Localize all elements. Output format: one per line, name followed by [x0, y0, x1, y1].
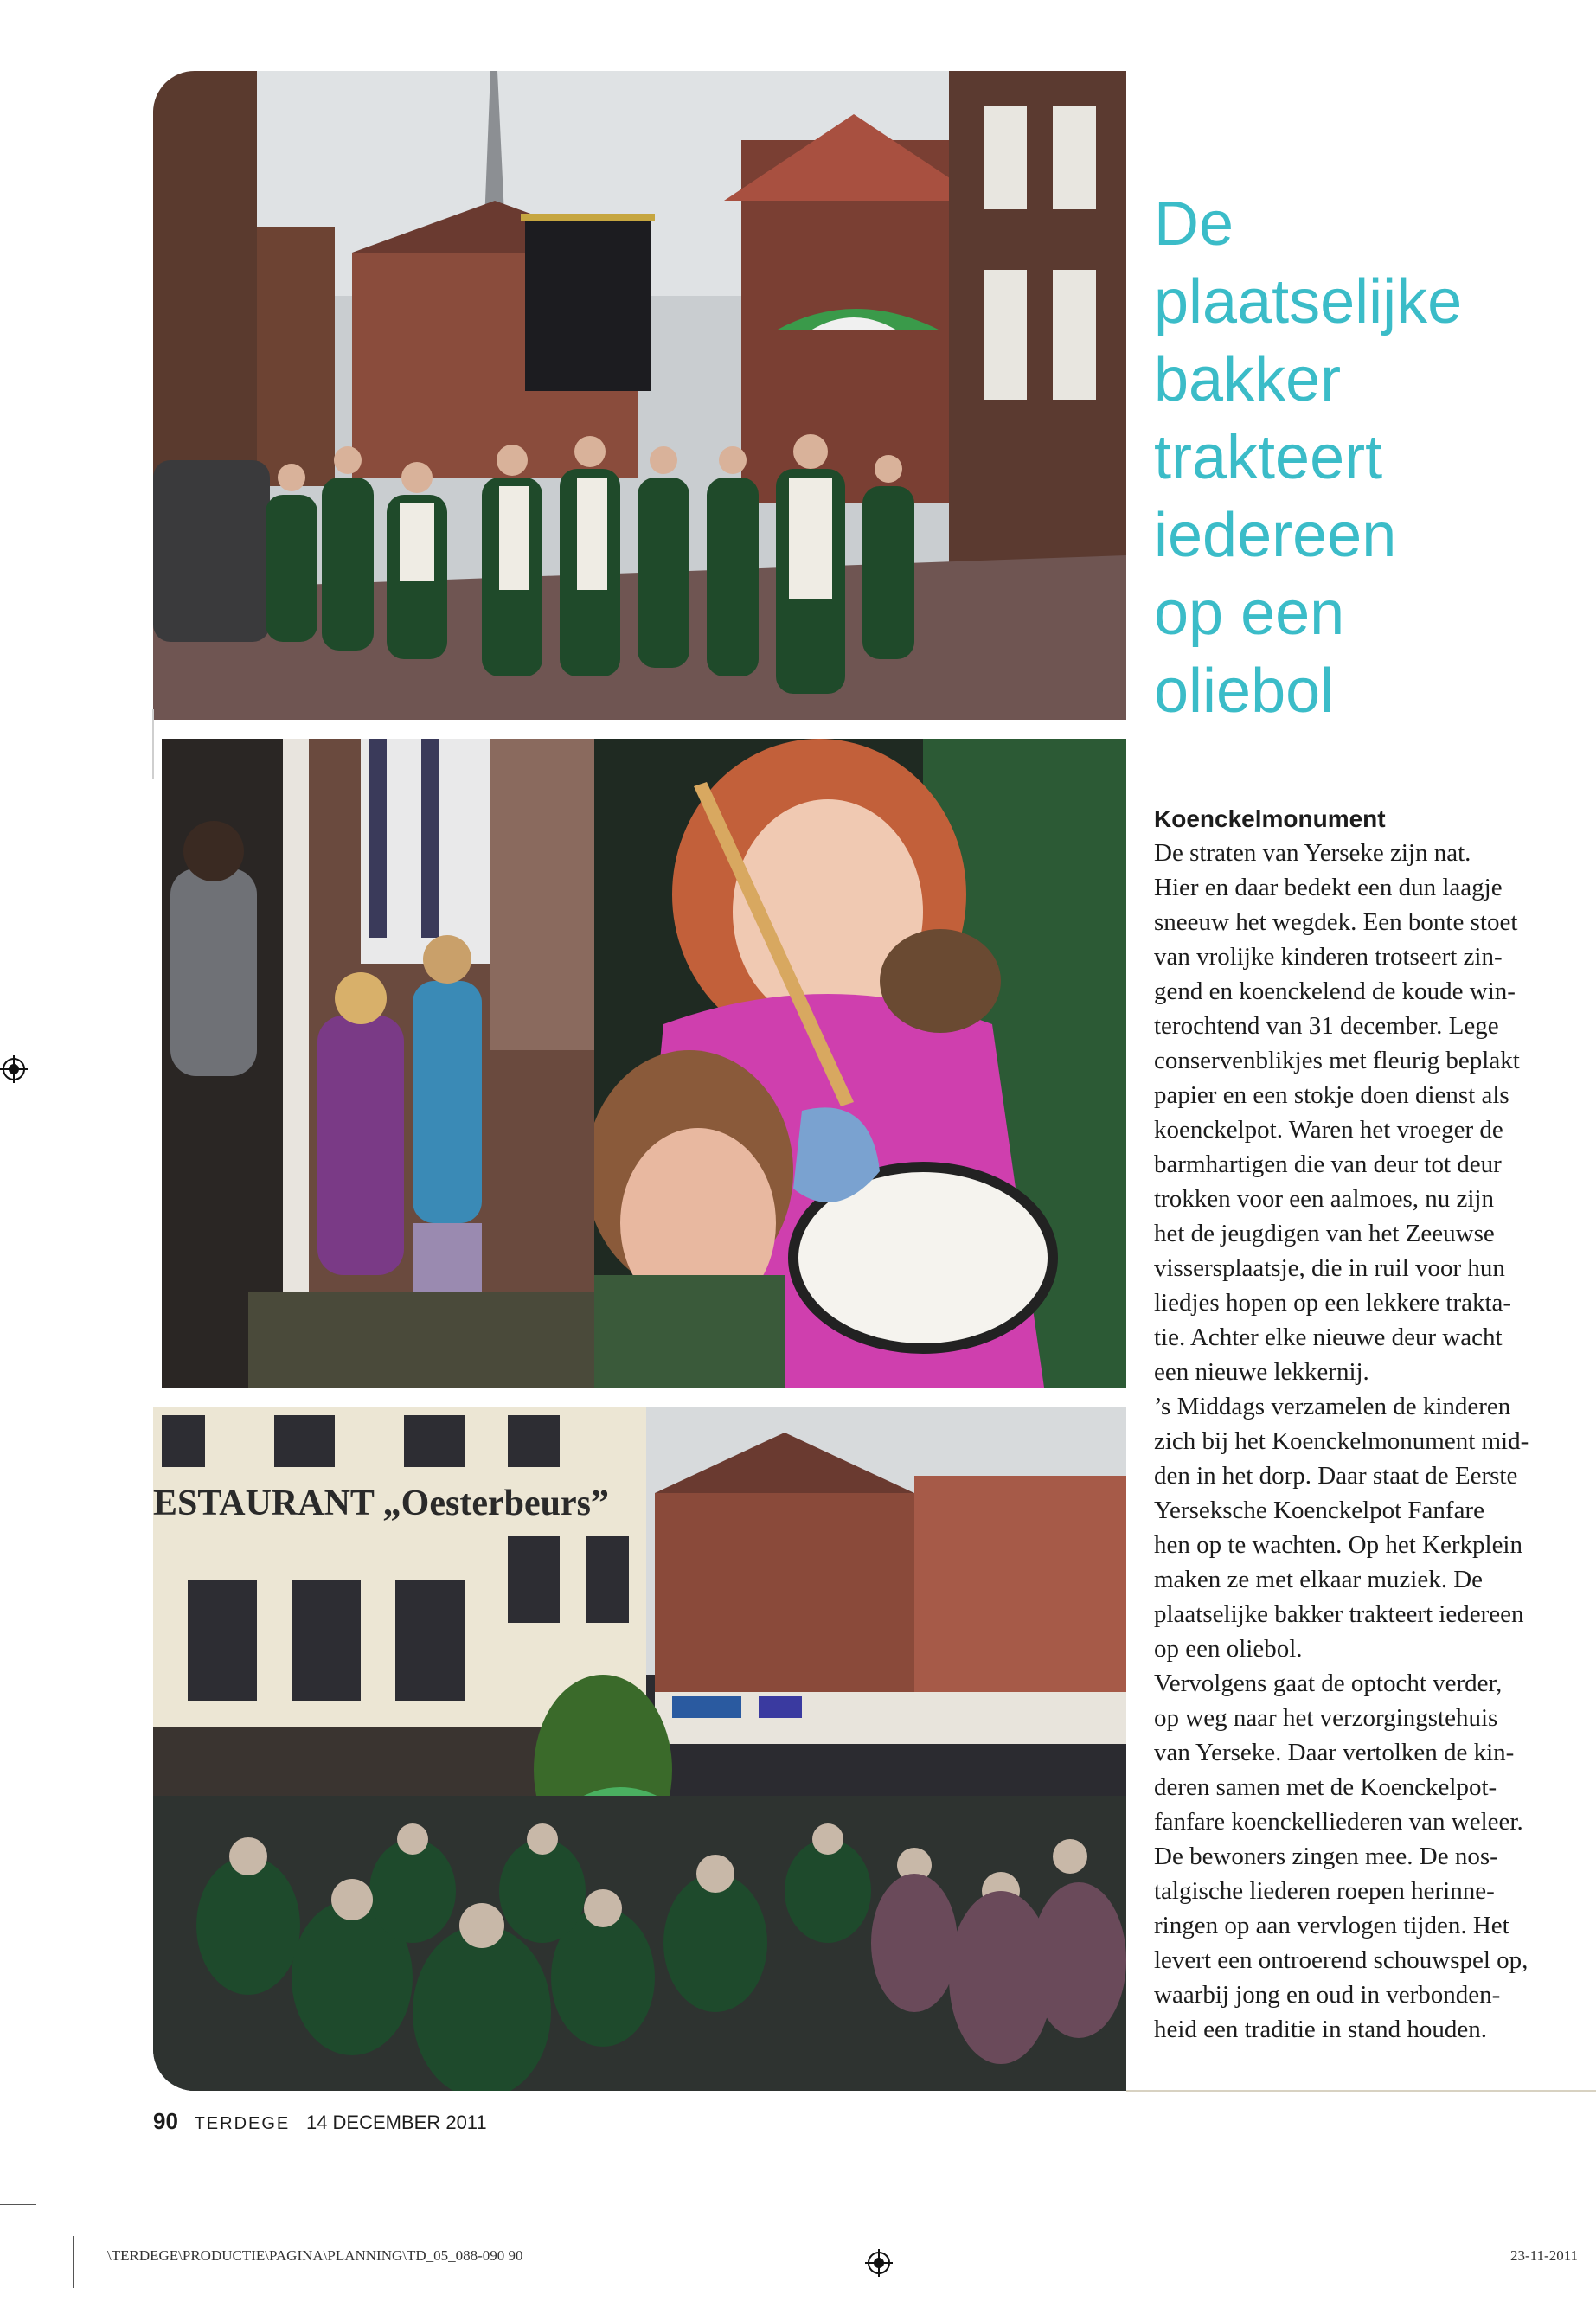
- headline-line: De: [1154, 189, 1234, 259]
- registration-mark-icon: [865, 2249, 893, 2277]
- headline-line: plaatselijke: [1154, 267, 1463, 336]
- headline-line: trakteert: [1154, 423, 1383, 492]
- article-line: plaatselijke bakker trakteert iedereen: [1154, 1600, 1524, 1628]
- article-line: van Yerseke. Daar vertolken de kin-: [1154, 1739, 1515, 1766]
- article-line: een nieuwe lekkernij.: [1154, 1358, 1369, 1386]
- restaurant-sign: ESTAURANT „Oesterbeurs”: [153, 1484, 609, 1523]
- article-line: De straten van Yerseke zijn nat.: [1154, 839, 1471, 867]
- headline-line: bakker: [1154, 345, 1342, 414]
- headline-line: op een: [1154, 579, 1345, 648]
- photo-procession: [153, 71, 1126, 720]
- article-line: Hier en daar bedekt een dun laagje: [1154, 874, 1503, 901]
- article-line: koenckelpot. Waren het vroeger de: [1154, 1116, 1503, 1144]
- article-subhead: Koenckelmonument: [1154, 805, 1386, 832]
- crop-mark-vertical: [73, 2236, 74, 2288]
- slug-date: 23-11-2011: [1510, 2247, 1579, 2264]
- article-line: zich bij het Koenckelmonument mid-: [1154, 1427, 1529, 1455]
- photo-collage: [153, 71, 1126, 2091]
- article-line: op een oliebol.: [1154, 1635, 1303, 1663]
- article-line: conservenblikjes met fleurig beplakt: [1154, 1047, 1520, 1074]
- article-line: De bewoners zingen mee. De nos-: [1154, 1843, 1498, 1870]
- folio: [153, 2108, 487, 2135]
- headline: [1154, 185, 1569, 730]
- article-line: waarbij jong en oud in verbonden-: [1154, 1981, 1501, 2009]
- article-line: ringen op aan vervlogen tijden. Het: [1154, 1912, 1509, 1939]
- registration-mark-icon: [0, 1055, 28, 1083]
- article-line: vissersplaatsje, die in ruil voor hun: [1154, 1254, 1505, 1282]
- article-line: op weg naar het verzorgingstehuis: [1154, 1704, 1498, 1732]
- article-line: tie. Achter elke nieuwe deur wacht: [1154, 1324, 1503, 1351]
- article-line: papier en een stokje doen dienst als: [1154, 1081, 1509, 1109]
- article-line: het de jeugdigen van het Zeeuwse: [1154, 1220, 1495, 1247]
- crop-mark-left: [0, 2204, 36, 2205]
- photo-girl: [594, 739, 1126, 1388]
- article-line: Yerseksche Koenckelpot Fanfare: [1154, 1497, 1484, 1524]
- article-line: levert een ontroerend schouwspel op,: [1154, 1946, 1529, 1974]
- article-line: deren samen met de Koenckelpot-: [1154, 1773, 1497, 1801]
- headline-line: oliebol: [1154, 657, 1335, 726]
- bottom-rule: [1126, 2090, 1596, 2092]
- issue-date: 14 DECEMBER 2011: [305, 2112, 487, 2133]
- article-line: liedjes hopen op een lekkere trakta-: [1154, 1289, 1512, 1317]
- slug-path: \TERDEGE\PRODUCTIE\PAGINA\PLANNING\TD_05_088-090 90: [107, 2247, 523, 2264]
- article-lines: [1154, 836, 1574, 2047]
- article-line: fanfare koenckelliederen van weleer.: [1154, 1808, 1523, 1836]
- photo-square: [153, 1407, 1126, 2091]
- article-line: van vrolijke kinderen trotseert zin-: [1154, 943, 1503, 971]
- article-line: heid een traditie in stand houden.: [1154, 2016, 1487, 2043]
- photo-door: [162, 739, 594, 1388]
- article-line: terochtend van 31 december. Lege: [1154, 1012, 1499, 1040]
- page-number: 90: [153, 2108, 178, 2134]
- magazine-name: TERDEGE: [194, 2114, 291, 2133]
- article-line: ’s Middags verzamelen de kinderen: [1154, 1393, 1511, 1420]
- left-hairline: [152, 709, 154, 779]
- article-line: gend en koenckelend de koude win-: [1154, 977, 1516, 1005]
- headline-line: iedereen: [1154, 501, 1397, 570]
- article-line: trokken voor een aalmoes, nu zijn: [1154, 1185, 1494, 1213]
- article-line: talgische liederen roepen herinne-: [1154, 1877, 1495, 1905]
- article-line: Vervolgens gaat de optocht verder,: [1154, 1670, 1503, 1697]
- article-line: den in het dorp. Daar staat de Eerste: [1154, 1462, 1518, 1490]
- article-body: [1154, 803, 1574, 2047]
- article-line: maken ze met elkaar muziek. De: [1154, 1566, 1484, 1593]
- article-line: sneeuw het wegdek. Een bonte stoet: [1154, 908, 1518, 936]
- article-line: hen op te wachten. Op het Kerkplein: [1154, 1531, 1522, 1559]
- article-line: barmhartigen die van deur tot deur: [1154, 1150, 1502, 1178]
